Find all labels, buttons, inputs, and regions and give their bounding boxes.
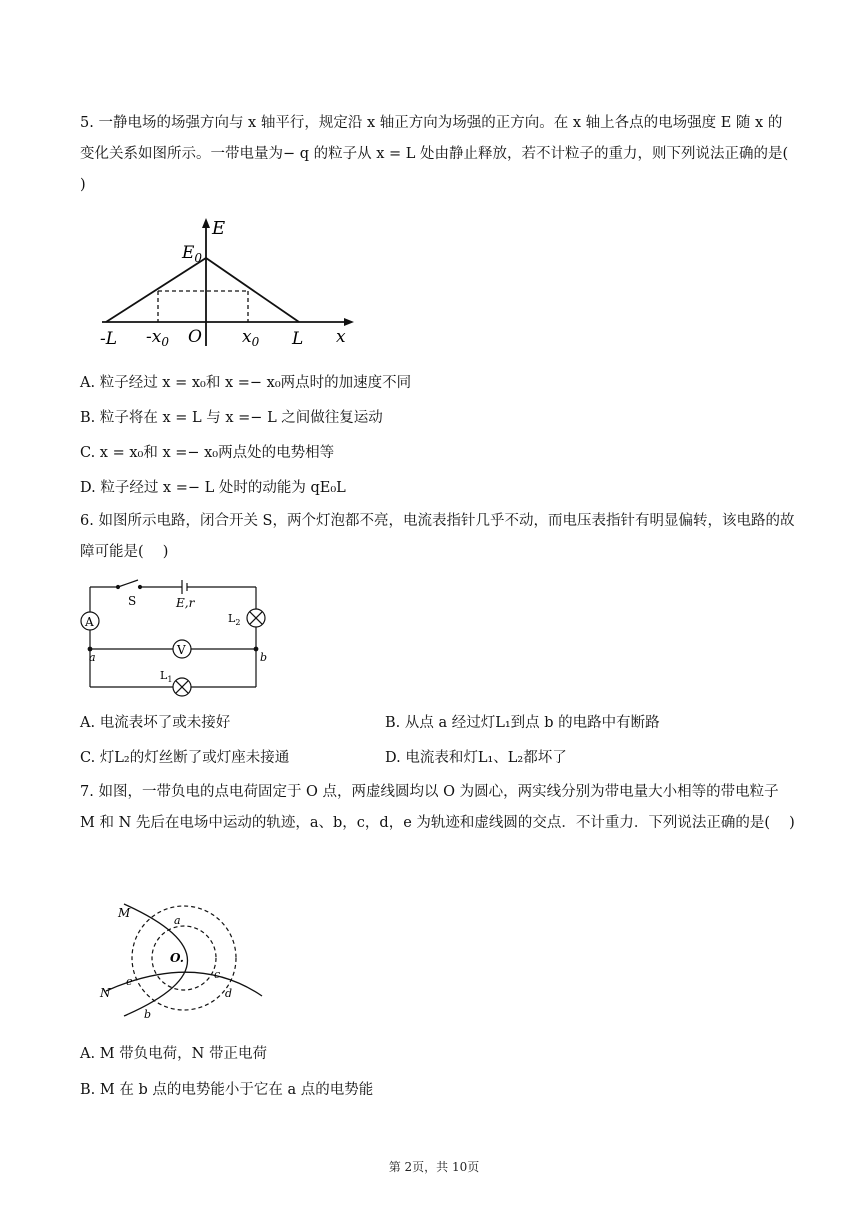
- q5-option-a: A. 粒子经过 x = x₀和 x =− x₀两点时的加速度不同: [80, 375, 412, 391]
- q5-stem: 5. 一静电场的场强方向与 x 轴平行，规定沿 x 轴正方向为场强的正方向。在 x 轴上各点的电场强度 E 随 x 的变化关系如图所示。一带电量为− q 的粒子从 x = L 处由静止释放，若不计粒子的重力，则下列说法正确的是( ): [80, 115, 808, 193]
- q5-option-d: D. 粒子经过 x =− L 处时的动能为 qE₀L: [80, 480, 346, 496]
- svg-text:E0: $E_0$: [182, 243, 203, 265]
- m-label: M: [118, 906, 131, 920]
- voltmeter-label: V: [177, 643, 186, 657]
- e0-label: E: [182, 243, 195, 263]
- switch-label: S: [128, 594, 137, 608]
- battery-label: E,r: [176, 596, 195, 610]
- point-e-label: e: [126, 975, 133, 988]
- q7-trajectory-diagram: [96, 896, 266, 1026]
- x-axis-label: x: [336, 327, 346, 347]
- point-a-label: a: [89, 651, 96, 664]
- q6-circuit-diagram: [76, 573, 276, 698]
- q7-option-a: A. M 带负电荷，N 带正电荷: [80, 1046, 267, 1062]
- q6-stem: 6. 如图所示电路，闭合开关 S，两个灯泡都不亮，电流表指针几乎不动，而电压表指针有明显偏转，该电路的故障可能是( ): [80, 513, 795, 560]
- point-a-label: a: [174, 914, 181, 927]
- q6-option-b: B. 从点 a 经过灯L₁到点 b 的电路中有断路: [385, 715, 660, 731]
- origin-label: O: [188, 327, 202, 347]
- x0-label: x: [242, 327, 252, 347]
- l2-label: L: [228, 612, 236, 625]
- n-label: N: [100, 986, 111, 1000]
- point-b-label: b: [260, 651, 268, 664]
- o-label: O.: [170, 951, 184, 965]
- q5-e-x-graph: [96, 214, 366, 349]
- svg-text:x0: $x_0$: [242, 327, 260, 349]
- svg-text:-x0: $-x_0$: [146, 327, 169, 349]
- page-footer: 第 2页，共 10页: [388, 1160, 480, 1174]
- q7-option-b: B. M 在 b 点的电势能小于它在 a 点的电势能: [80, 1082, 374, 1098]
- q6-option-a: A. 电流表坏了或未接好: [80, 715, 231, 731]
- e-axis-label: E: [212, 218, 226, 239]
- point-b-label: b: [144, 1008, 152, 1021]
- point-d-label: d: [225, 987, 233, 1000]
- svg-text:L2: $L_2$: [228, 612, 241, 627]
- q5-option-b: B. 粒子将在 x = L 与 x =− L 之间做往复运动: [80, 410, 383, 426]
- q6-option-d: D. 电流表和灯L₁、L₂都坏了: [385, 750, 567, 766]
- neg-l-label: -L: [100, 329, 118, 349]
- svg-text:L1: $L_1$: [160, 669, 173, 684]
- point-c-label: c: [214, 968, 221, 981]
- l-label: L: [292, 329, 304, 349]
- ammeter-label: A: [85, 615, 94, 629]
- q6-option-c: C. 灯L₂的灯丝断了或灯座未接通: [80, 750, 290, 766]
- q5-option-c: C. x = x₀和 x =− x₀两点处的电势相等: [80, 445, 335, 461]
- q7-stem: 7. 如图，一带负电的点电荷固定于 O 点，两虚线圆均以 O 为圆心，两实线分别为带电量大小相等的带电粒子 M 和 N 先后在电场中运动的轨迹，a、b，c，d，e 为轨迹和虚线圆的交点．不计重力．下列说法正确的是( ): [80, 784, 795, 831]
- neg-x0-label: -x: [146, 327, 162, 347]
- l1-label: L: [160, 669, 168, 682]
